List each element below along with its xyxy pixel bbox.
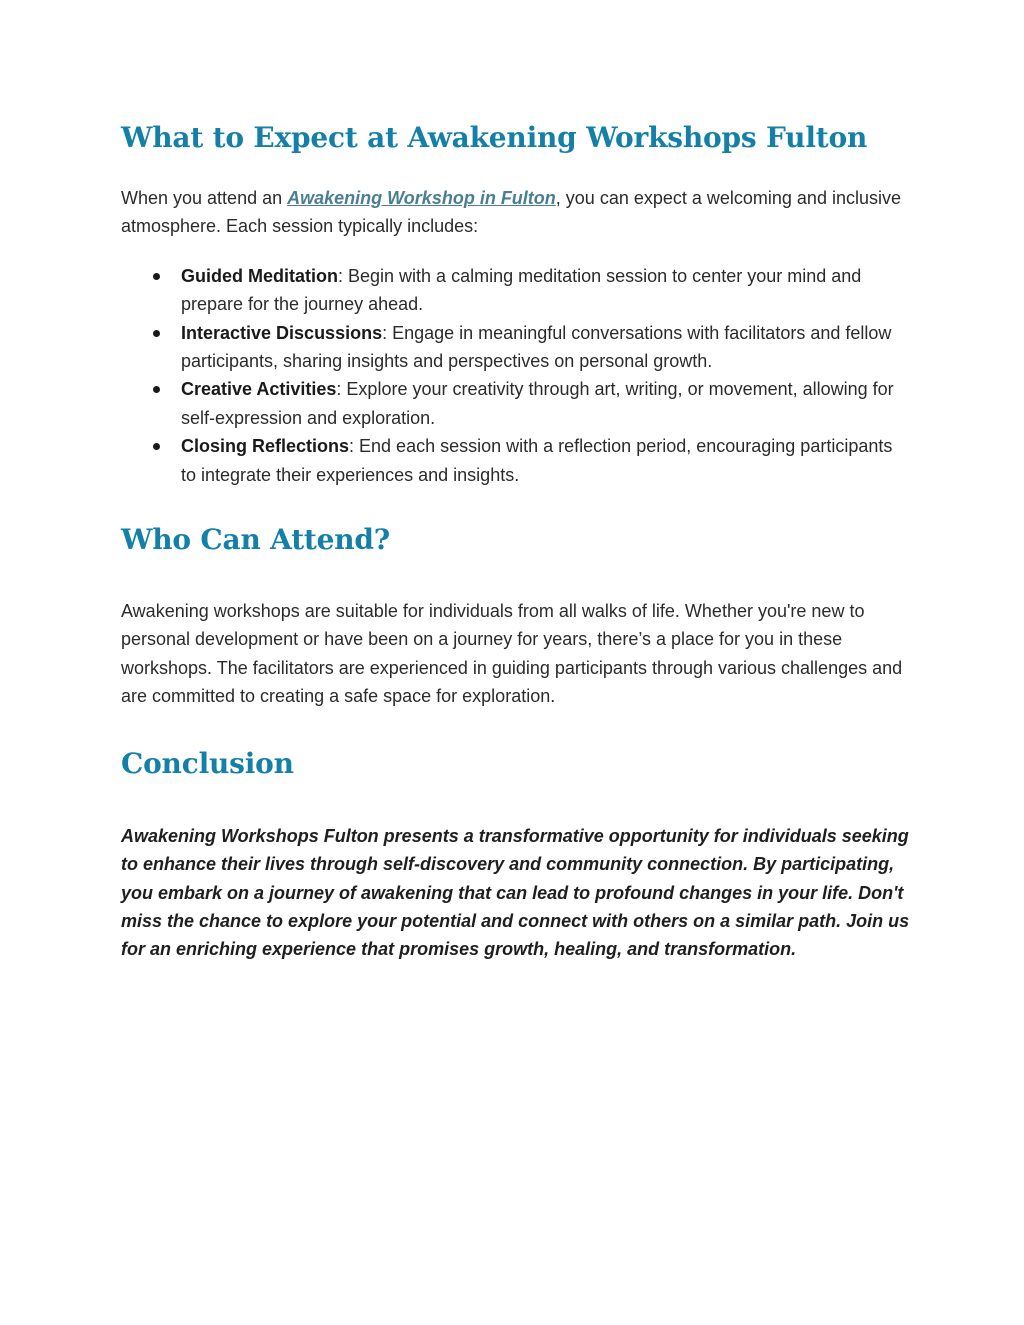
awakening-workshop-link[interactable]: Awakening Workshop in Fulton [287, 188, 556, 208]
list-item [121, 262, 911, 319]
intro-paragraph [121, 184, 911, 241]
bullet-icon [153, 443, 160, 450]
intro-text-after: , you can expect a welcoming and inclusive atmosphere. Each session typically includes: [121, 188, 901, 237]
list-item-text: : Begin with a calming meditation session to center your mind and prepare for the journey ahead. [181, 265, 862, 315]
list-item-text: : End each session with a reflection period, encouraging participants to integrate their experiences and insights. [181, 436, 893, 485]
intro-text-before: When you attend an [121, 188, 288, 208]
list-item-text: : Engage in meaningful conversations with facilitators and fellow participants, sharing insights and perspectives on personal growth. [181, 322, 892, 372]
list-item [121, 375, 911, 432]
list-item [121, 319, 911, 376]
bullet-icon [153, 273, 160, 280]
who-can-attend-paragraph: Awakening workshops are suitable for individuals from all walks of life. Whether you're new to personal development or have been on a journey for years, there’s a place for you in these workshops. The facilitators are experienced in guiding participants through various challenges and are committed to creating a safe space for exploration. [121, 601, 903, 707]
heading-who-can-attend: Who Can Attend? [121, 523, 391, 557]
list-item-term: Creative Activities [181, 379, 337, 400]
session-list [121, 262, 911, 489]
heading-what-to-expect: What to Expect at Awakening Workshops Fulton [121, 121, 868, 154]
heading-conclusion: Conclusion [121, 746, 294, 780]
list-item [121, 432, 911, 489]
document-page [121, 118, 911, 964]
conclusion-paragraph: Awakening Workshops Fulton presents a transformative opportunity for individuals seeking to enhance their lives through self-discovery and community connection. By participating, you embark on a journey of awakening that can lead to profound changes in your life. Don't miss the chance to explore your potential and connect with others on a similar path. Join us for an enriching experience that promises growth, healing, and transformation. [121, 825, 910, 960]
bullet-icon [153, 386, 160, 393]
list-item-term: Guided Meditation [181, 265, 338, 286]
bullet-icon [153, 330, 160, 337]
list-item-term: Closing Reflections [181, 436, 350, 457]
list-item-term: Interactive Discussions [181, 322, 383, 343]
list-item-text: : Explore your creativity through art, writing, or movement, allowing for self-expression and exploration. [181, 379, 894, 428]
